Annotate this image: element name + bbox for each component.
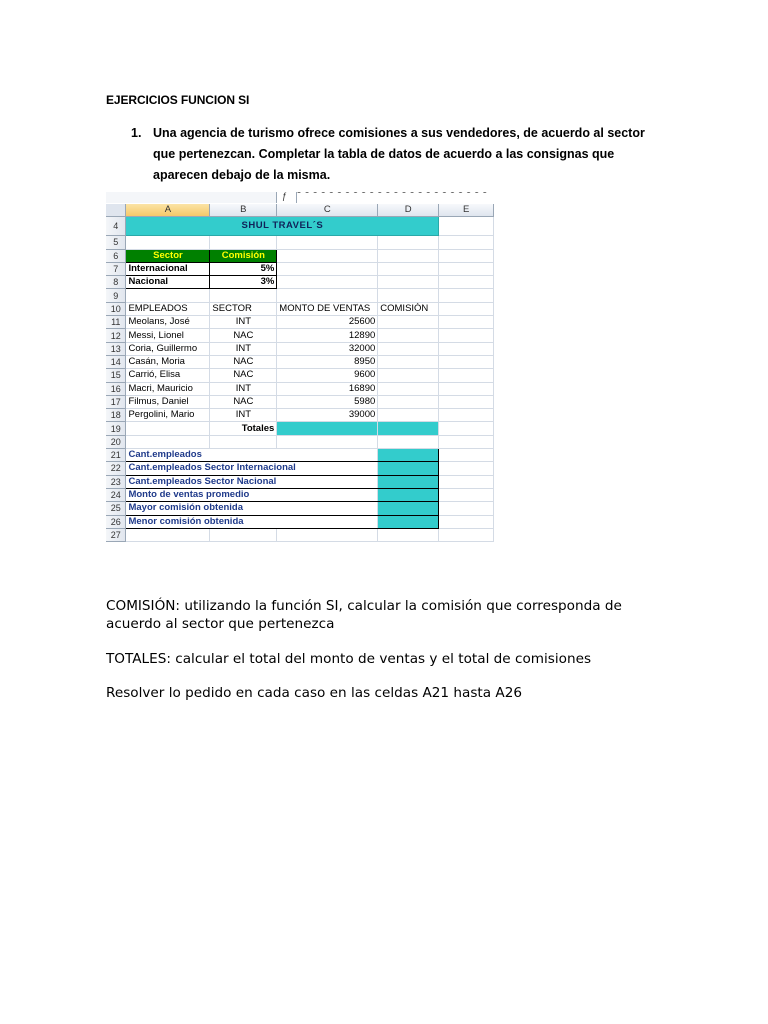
- cell[interactable]: [210, 528, 277, 541]
- sheet-row: [106, 435, 494, 448]
- employee-name-cell[interactable]: Pergolini, Mario: [126, 409, 210, 422]
- employee-monto-cell[interactable]: 16890: [277, 382, 378, 395]
- cell[interactable]: [439, 382, 494, 395]
- cell[interactable]: [126, 289, 210, 302]
- employee-name-cell[interactable]: Casán, Moria: [126, 355, 210, 368]
- employee-comision-cell[interactable]: [378, 382, 439, 395]
- table-row: [106, 395, 494, 408]
- employee-name-cell[interactable]: Meolans, José: [126, 316, 210, 329]
- name-box: [106, 192, 277, 203]
- cell[interactable]: [439, 236, 494, 249]
- cell[interactable]: [439, 515, 494, 528]
- employee-name-cell[interactable]: Carrió, Elisa: [126, 369, 210, 382]
- row-number[interactable]: 13: [106, 342, 126, 355]
- stat-result-cell[interactable]: [378, 515, 439, 528]
- spreadsheet-screenshot: [106, 192, 494, 544]
- table-row: [106, 342, 494, 355]
- cell[interactable]: [277, 289, 378, 302]
- stat-result-cell[interactable]: [378, 449, 439, 462]
- employee-sector-cell[interactable]: INT: [210, 342, 277, 355]
- header-monto[interactable]: MONTO DE VENTAS: [277, 302, 378, 315]
- sheet-row: [106, 528, 494, 541]
- employee-comision-cell[interactable]: [378, 342, 439, 355]
- stat-result-cell[interactable]: [378, 475, 439, 488]
- table-row: [106, 316, 494, 329]
- table-row: [106, 502, 494, 515]
- employee-sector-cell[interactable]: INT: [210, 316, 277, 329]
- cell[interactable]: [378, 528, 439, 541]
- employee-sector-cell[interactable]: INT: [210, 409, 277, 422]
- total-monto-cell[interactable]: [277, 422, 378, 435]
- table-row: [106, 475, 494, 488]
- cell[interactable]: [439, 329, 494, 342]
- cell[interactable]: [378, 276, 439, 289]
- employee-comision-cell[interactable]: [378, 316, 439, 329]
- sheet-row: [106, 236, 494, 249]
- sheet-row: [106, 302, 494, 315]
- paragraph-totales: TOTALES: calcular el total del monto de ventas y el total de comisiones: [106, 651, 592, 667]
- stat-label-cell[interactable]: Cant.empleados: [126, 449, 378, 462]
- cell[interactable]: [439, 262, 494, 275]
- row-number[interactable]: 8: [106, 276, 126, 289]
- table-row: [106, 382, 494, 395]
- cell[interactable]: [210, 236, 277, 249]
- header-empleados[interactable]: EMPLEADOS: [126, 302, 210, 315]
- cell[interactable]: [126, 236, 210, 249]
- column-header-c[interactable]: C: [277, 204, 378, 217]
- stat-label-cell[interactable]: Mayor comisión obtenida: [126, 502, 378, 515]
- cell[interactable]: [439, 217, 494, 236]
- stat-label-cell[interactable]: Cant.empleados Sector Internacional: [126, 462, 378, 475]
- sheet-row: [106, 289, 494, 302]
- row-number[interactable]: 4: [106, 217, 126, 236]
- sheet-row: [106, 422, 494, 435]
- employee-sector-cell[interactable]: NAC: [210, 369, 277, 382]
- cell[interactable]: [439, 422, 494, 435]
- employee-name-cell[interactable]: Macri, Mauricio: [126, 382, 210, 395]
- stat-rows: [106, 449, 494, 529]
- cell[interactable]: [277, 276, 378, 289]
- employee-sector-cell[interactable]: INT: [210, 382, 277, 395]
- table-row: [106, 329, 494, 342]
- sheet-row: [106, 249, 494, 262]
- table-row: [106, 515, 494, 528]
- sheet-row: [106, 262, 494, 275]
- employee-name-cell[interactable]: Messi, Lionel: [126, 329, 210, 342]
- sheet-grid: [106, 204, 494, 542]
- column-header-row: [106, 204, 494, 217]
- cell[interactable]: [439, 449, 494, 462]
- table-row: [106, 409, 494, 422]
- row-number[interactable]: 7: [106, 262, 126, 275]
- employee-monto-cell[interactable]: 12890: [277, 329, 378, 342]
- cell[interactable]: [277, 528, 378, 541]
- employee-monto-cell[interactable]: 32000: [277, 342, 378, 355]
- sheet-row: [106, 217, 494, 236]
- row-number[interactable]: 14: [106, 355, 126, 368]
- cell[interactable]: [277, 262, 378, 275]
- employee-rows: [106, 316, 494, 422]
- cell[interactable]: [378, 262, 439, 275]
- cell[interactable]: [378, 236, 439, 249]
- table-row: [106, 369, 494, 382]
- employee-comision-cell[interactable]: [378, 369, 439, 382]
- row-number[interactable]: 26: [106, 515, 126, 528]
- cell[interactable]: [439, 488, 494, 501]
- select-all-corner[interactable]: [106, 204, 126, 217]
- row-number[interactable]: 16: [106, 382, 126, 395]
- cell[interactable]: [439, 502, 494, 515]
- paragraph-resolver: Resolver lo pedido en cada caso en las celdas A21 hasta A26: [106, 685, 522, 701]
- row-number[interactable]: 19: [106, 422, 126, 435]
- employee-monto-cell[interactable]: 39000: [277, 409, 378, 422]
- cell[interactable]: [439, 342, 494, 355]
- cell[interactable]: [277, 435, 378, 448]
- cell[interactable]: [439, 409, 494, 422]
- employee-comision-cell[interactable]: [378, 329, 439, 342]
- row-number[interactable]: 12: [106, 329, 126, 342]
- cell[interactable]: [378, 435, 439, 448]
- employee-monto-cell[interactable]: 25600: [277, 316, 378, 329]
- cell[interactable]: [439, 462, 494, 475]
- employee-comision-cell[interactable]: [378, 409, 439, 422]
- column-header-d[interactable]: D: [378, 204, 439, 217]
- cell[interactable]: [439, 276, 494, 289]
- row-number[interactable]: 6: [106, 249, 126, 262]
- total-comision-cell[interactable]: [378, 422, 439, 435]
- employee-comision-cell[interactable]: [378, 395, 439, 408]
- row-number[interactable]: 25: [106, 502, 126, 515]
- formula-value: [296, 192, 494, 203]
- employee-name-cell[interactable]: Filmus, Daniel: [126, 395, 210, 408]
- column-header-a[interactable]: A: [126, 204, 210, 217]
- table-row: [106, 355, 494, 368]
- row-number[interactable]: 21: [106, 449, 126, 462]
- cell[interactable]: [439, 249, 494, 262]
- row-number[interactable]: 23: [106, 475, 126, 488]
- stat-result-cell[interactable]: [378, 462, 439, 475]
- stat-label-cell[interactable]: Monto de ventas promedio: [126, 488, 378, 501]
- cell[interactable]: [378, 249, 439, 262]
- stat-label-cell[interactable]: Cant.empleados Sector Nacional: [126, 475, 378, 488]
- employee-sector-cell[interactable]: NAC: [210, 395, 277, 408]
- table-row: [106, 488, 494, 501]
- sector-header-cell[interactable]: Sector: [126, 249, 210, 262]
- employee-sector-cell[interactable]: NAC: [210, 329, 277, 342]
- row-number[interactable]: 24: [106, 488, 126, 501]
- rate-pct-cell[interactable]: 3%: [210, 276, 277, 289]
- row-number[interactable]: 9: [106, 289, 126, 302]
- cell[interactable]: [277, 249, 378, 262]
- table-row: [106, 462, 494, 475]
- table-row: [106, 449, 494, 462]
- cell[interactable]: [439, 289, 494, 302]
- cell[interactable]: [439, 528, 494, 541]
- sheet-title-cell[interactable]: SHUL TRAVEL´S: [126, 217, 439, 236]
- sheet-row: [106, 276, 494, 289]
- cell[interactable]: [439, 316, 494, 329]
- row-number[interactable]: 18: [106, 409, 126, 422]
- rate-pct-cell[interactable]: 5%: [210, 262, 277, 275]
- cell[interactable]: [126, 435, 210, 448]
- rate-sector-cell[interactable]: Internacional: [126, 262, 210, 275]
- fx-icon: ƒ: [282, 192, 288, 201]
- row-number[interactable]: 22: [106, 462, 126, 475]
- row-number[interactable]: 15: [106, 369, 126, 382]
- cell[interactable]: [439, 302, 494, 315]
- row-number[interactable]: 20: [106, 435, 126, 448]
- employee-name-cell[interactable]: Coria, Guillermo: [126, 342, 210, 355]
- column-header-b[interactable]: B: [210, 204, 277, 217]
- comision-header-cell[interactable]: Comisión: [210, 249, 277, 262]
- row-number[interactable]: 11: [106, 316, 126, 329]
- employee-monto-cell[interactable]: 8950: [277, 355, 378, 368]
- employee-monto-cell[interactable]: 9600: [277, 369, 378, 382]
- stat-label-cell[interactable]: Menor comisión obtenida: [126, 515, 378, 528]
- employee-comision-cell[interactable]: [378, 355, 439, 368]
- employee-sector-cell[interactable]: NAC: [210, 355, 277, 368]
- header-comision[interactable]: COMISIÓN: [378, 302, 439, 315]
- item-text: Una agencia de turismo ofrece comisiones a sus vendedores, de acuerdo al sector que pertenezcan. Completar la tabla de datos de acuerdo a las consignas que aparecen debajo de la misma.: [153, 126, 645, 182]
- row-number[interactable]: 27: [106, 528, 126, 541]
- totales-label[interactable]: Totales: [210, 422, 277, 435]
- stat-result-cell[interactable]: [378, 502, 439, 515]
- cell[interactable]: [277, 236, 378, 249]
- column-header-e[interactable]: E: [439, 204, 494, 217]
- employee-monto-cell[interactable]: 5980: [277, 395, 378, 408]
- row-number[interactable]: 5: [106, 236, 126, 249]
- cell[interactable]: [126, 528, 210, 541]
- rate-sector-cell[interactable]: Nacional: [126, 276, 210, 289]
- item-number: 1.: [131, 126, 142, 140]
- stat-result-cell[interactable]: [378, 488, 439, 501]
- row-number[interactable]: 17: [106, 395, 126, 408]
- cell[interactable]: [210, 289, 277, 302]
- cell[interactable]: [439, 435, 494, 448]
- cell[interactable]: [439, 475, 494, 488]
- row-number[interactable]: 10: [106, 302, 126, 315]
- cell[interactable]: [378, 289, 439, 302]
- cell[interactable]: [126, 422, 210, 435]
- paragraph-comision: COMISIÓN: utilizando la función SI, calcular la comisión que corresponda de acuerdo al sector que pertenezca: [106, 598, 622, 632]
- cell[interactable]: [210, 435, 277, 448]
- cell[interactable]: [439, 355, 494, 368]
- cell[interactable]: [439, 395, 494, 408]
- header-sector[interactable]: SECTOR: [210, 302, 277, 315]
- cell[interactable]: [439, 369, 494, 382]
- document-title: EJERCICIOS FUNCION SI: [106, 93, 250, 107]
